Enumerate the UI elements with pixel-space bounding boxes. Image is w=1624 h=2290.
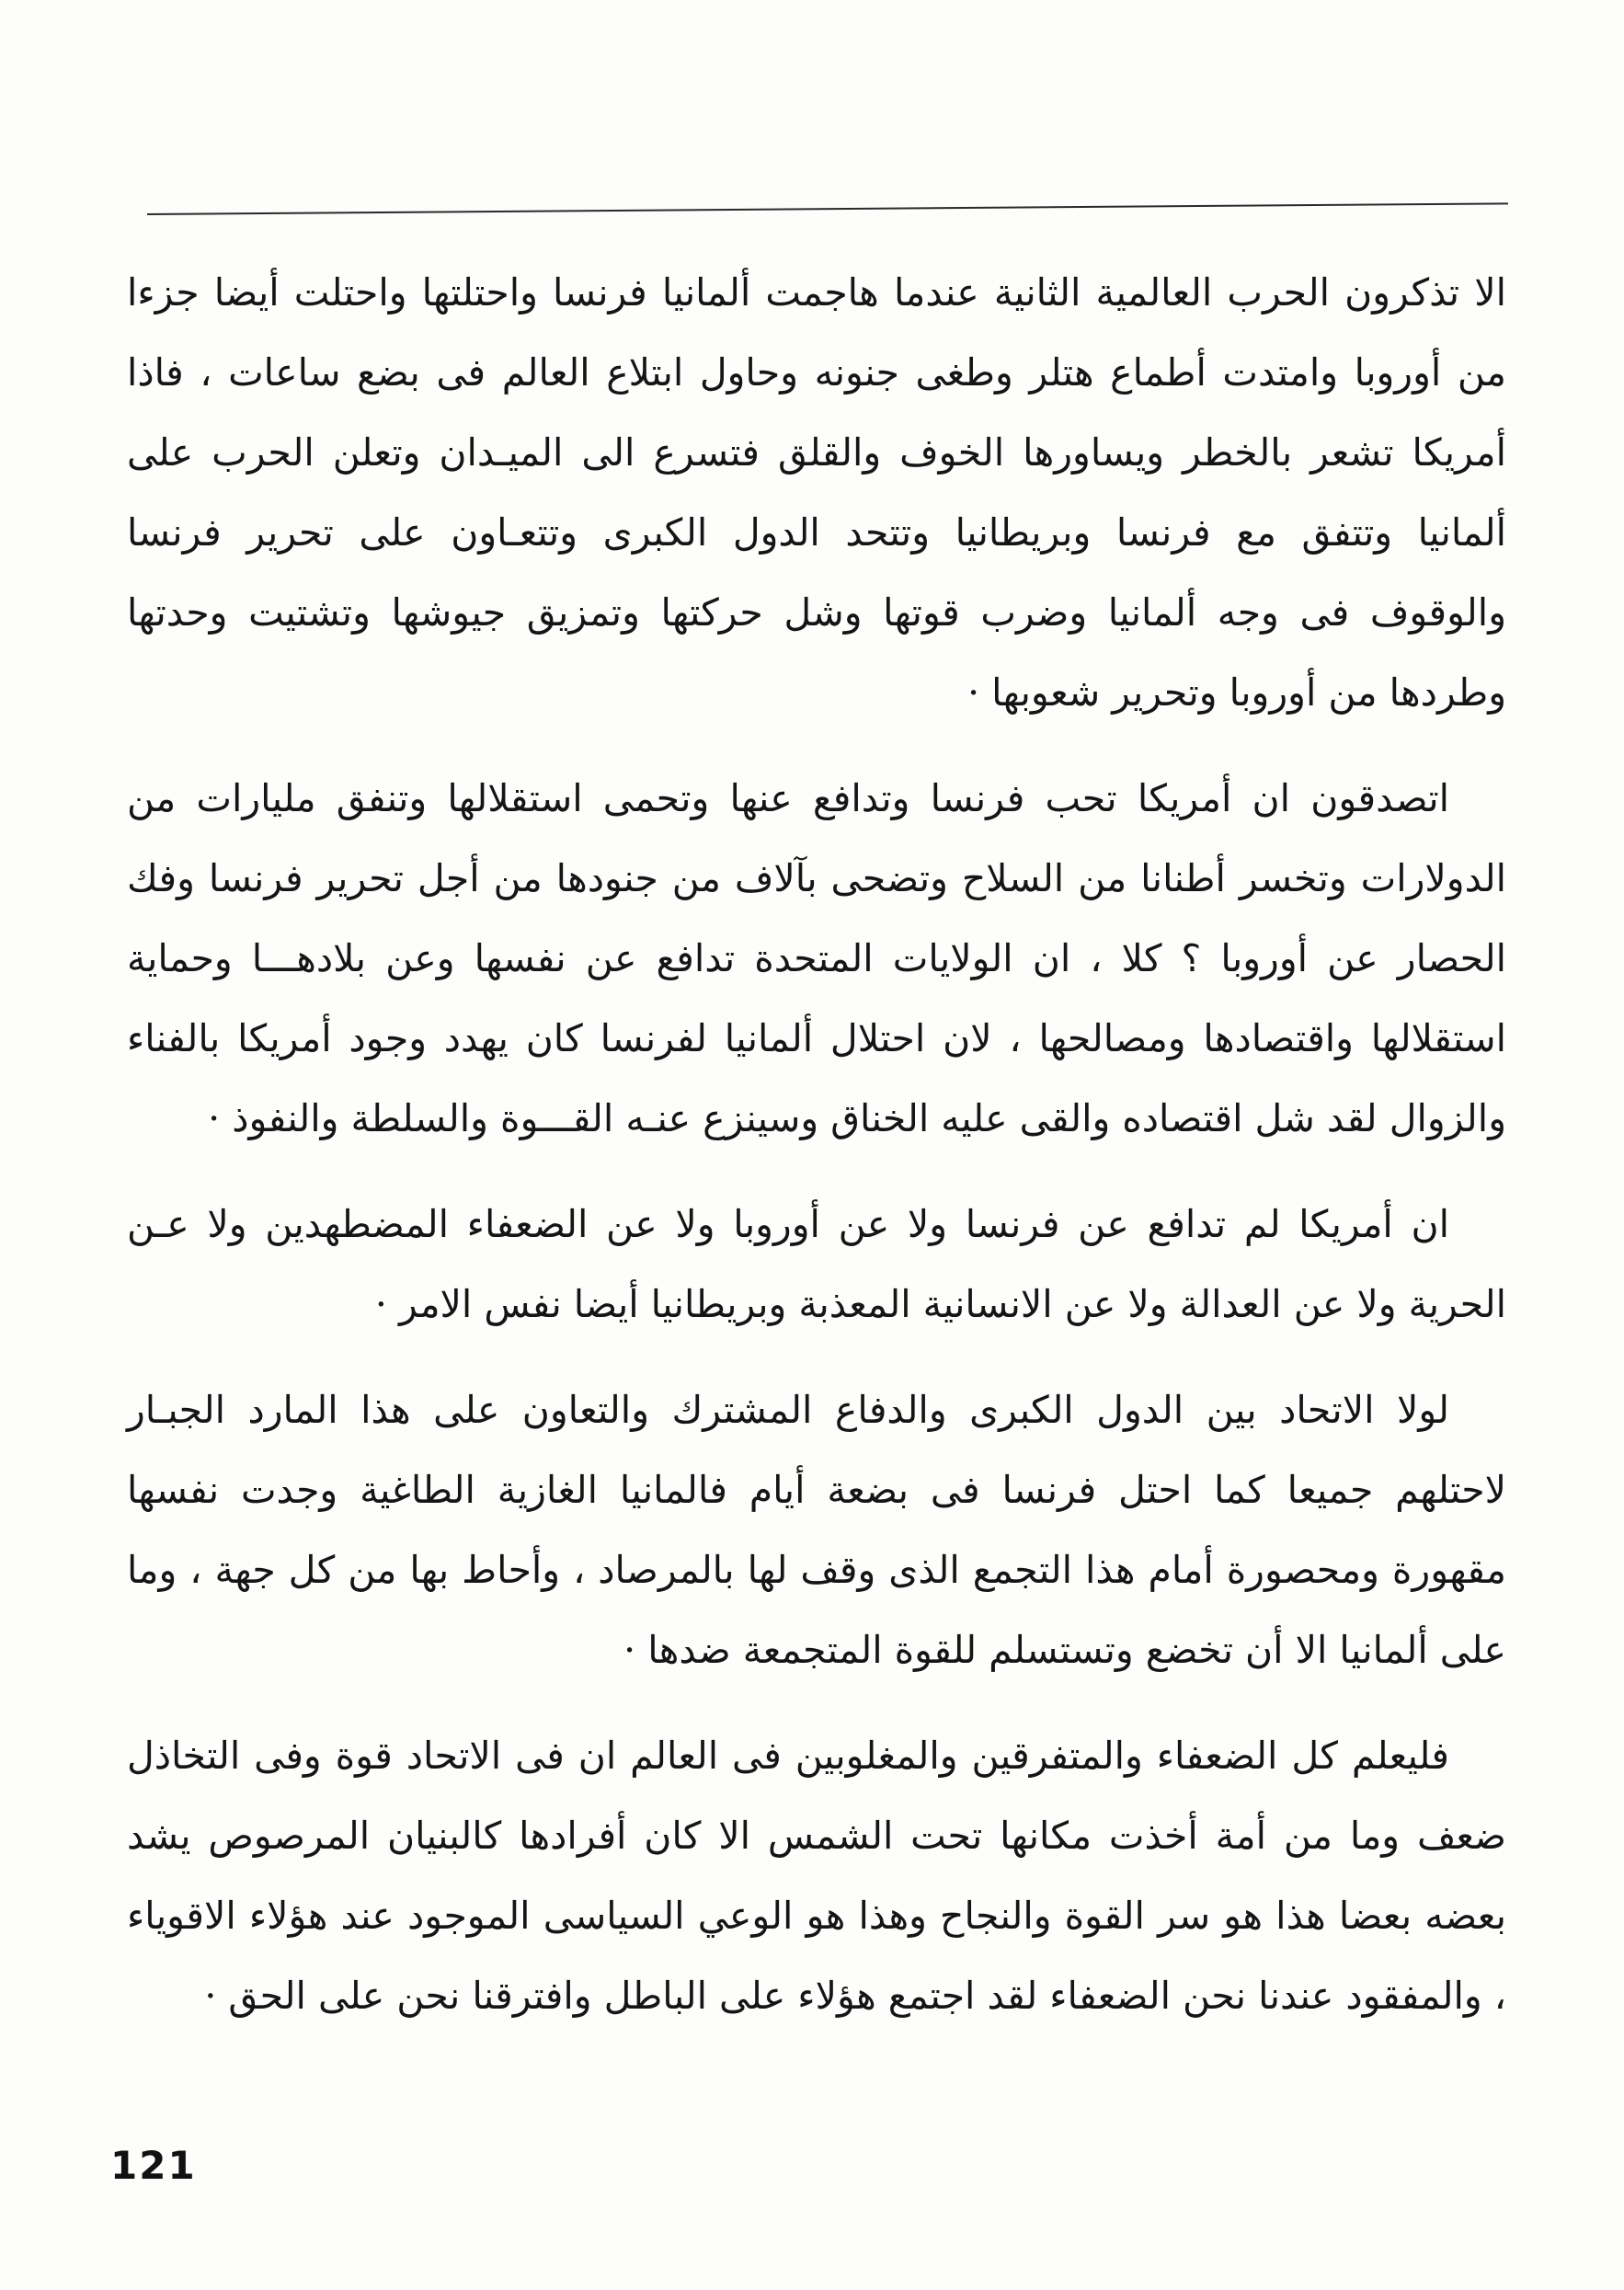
paragraph-2: اتصدقون ان أمريكا تحب فرنسا وتدافع عنها وتحمى استقلالها وتنفق مليارات من الدولارات وتخسر أطنانا من السلاح وتضحى بآلاف من جنودها من أجل تحرير فرنسا وفك الحصار عن أوروبا ؟ كلا ، ان الولايات المتحدة تدافع عن نفسها وعن بلادهـــا وحماية استقلالها واقتصادها ومصالحها ، لان احتلال ألمانيا لفرنسا كان يهدد وجود أمريكا بالفناء والزوال لقد شل اقتصاده والقى عليه الخناق وسينزع عنـه القـــوة والسلطة والنفوذ · xyxy=(127,776,1506,1140)
paragraph-5: فليعلم كل الضعفاء والمتفرقين والمغلوبين فى العالم ان فى الاتحاد قوة وفى التخاذل ضعف وما من أمة أخذت مكانها تحت الشمس الا كان أفرادها كالبنيان المرصوص يشد بعضه بعضا هذا هو سر القوة والنجاح وهذا هو الوعي السياسى الموجود عند هؤلاء الاقوياء ، والمفقود عندنا نحن الضعفاء لقد اجتمع هؤلاء على الباطل وافترقنا نحن على الحق · xyxy=(127,1734,1506,2018)
page-number: 121 xyxy=(110,2143,197,2188)
paragraph-4: لولا الاتحاد بين الدول الكبرى والدفاع المشترك والتعاون على هذا المارد الجبـار لاحتلهم جميعا كما احتل فرنسا فى بضعة أيام فالمانيا الغازية الطاغية وجدت نفسها مقهورة ومحصورة أمام هذا التجمع الذى وقف لها بالمرصاد ، وأحاط بها من كل جهة ، وما على ألمانيا الا أن تخضع وتستسلم للقوة المتجمعة ضدها · xyxy=(127,1388,1506,1672)
paragraph-1: الا تذكرون الحرب العالمية الثانية عندما هاجمت ألمانيا فرنسا واحتلتها واحتلت أيضا جزءا من أوروبا وامتدت أطماع هتلر وطغى جنونه وحاول ابتلاع العالم فى بضع ساعات ، فاذا أمريكا تشعر بالخطر ويساورها الخوف والقلق فتسرع الى الميـدان وتعلن الحرب على ألمانيا وتتفق مع فرنسا وبريطانيا وتتحد الدول الكبرى وتتعـاون على تحرير فرنسا والوقوف فى وجه ألمانيا وضرب قوتها وشل حركتها وتمزيق جيوشها وتشتيت وحدتها وطردها من أوروبا وتحرير شعوبها · xyxy=(127,270,1506,715)
header-rule xyxy=(147,202,1508,215)
paragraph-3: ان أمريكا لم تدافع عن فرنسا ولا عن أوروبا ولا عن الضعفاء المضطهدين ولا عـن الحرية ولا عن العدالة ولا عن الانسانية المعذبة وبريطانيا أيضا نفس الامر · xyxy=(127,1202,1506,1326)
body-text xyxy=(127,253,1506,2062)
